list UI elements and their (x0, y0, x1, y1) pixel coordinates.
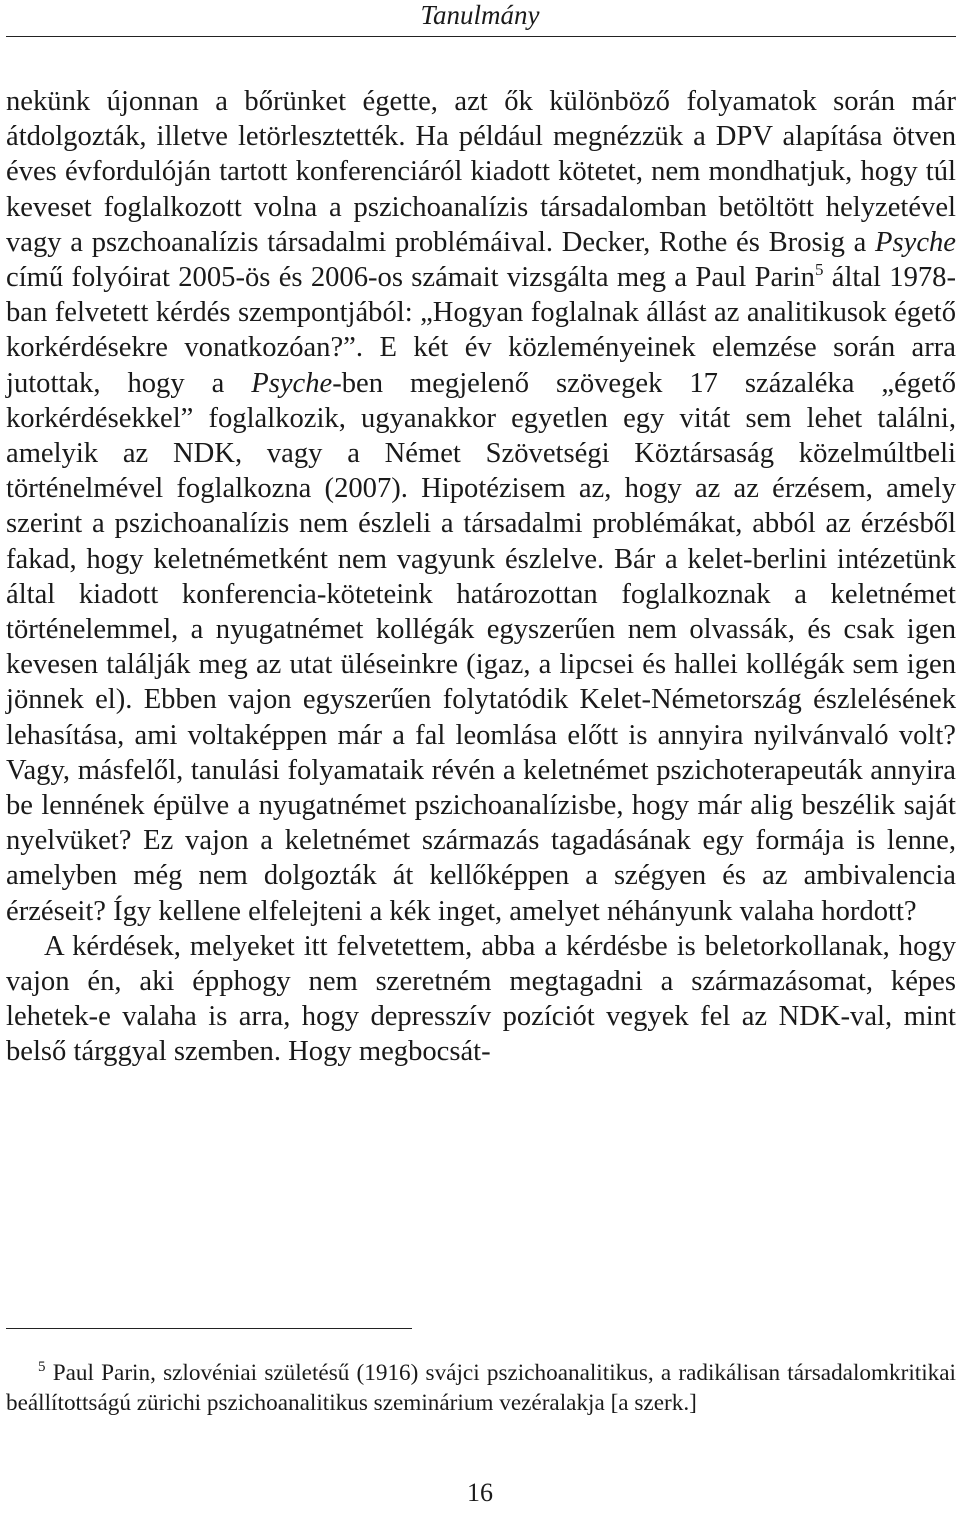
journal-title-psyche-2: Psyche (251, 367, 333, 399)
paragraph-1-text-a: nekünk újonnan a bőrünket égette, azt ők különböző folyamatok során már átdolgozták, illetve letörlesztették. Ha például megnézzük a DPV alapítása ötven éves évfordulóján tartott konferenciáról kiadott kötetet, nem mondhatjuk, hogy túl keveset foglalkozott volna a pszichoanalízis társadalomban betöltött helyzetével vagy a pszchoanalízis társadalmi problémáival. Decker, Rothe és Brosig a (6, 86, 956, 258)
footnote-number: 5 (38, 1359, 46, 1375)
header-rule (6, 36, 956, 37)
main-text (6, 84, 956, 1070)
paragraph-1-text-d: -ben megjelenő szövegek 17 százaléka „égető korkérdésekkel” foglalkozik, ugyanakkor egyetlen egy vitát sem lehet találni, amelyik az NDK, vagy a Német Szövetségi Köztársaság közelmúltbeli történelmével foglalkozna (2007). Hipotézisem az, hogy az az érzésem, amely szerint a pszichoanalízis nem észleli a társadalmi problémákat, abból az érzésből fakad, hogy keletnémetként nem vagyunk észlelve. Bár a kelet-berlini intézetünk által kiadott konferencia-köteteink határozottan foglalkoznak a keletnémet történelemmel, a nyugatnémet kollégák egyszerűen nem olvassák, és csak igen kevesen találják meg az utat üléseinkre (igaz, a lipcsei és hallei kollégák sem igen jönnek el). Ebben vajon egyszerűen folytatódik Kelet-Németország észlelésének lehasítása, ami voltaképpen már a fal leomlása előtt is annyira nyilvánvaló volt? Vagy, másfelől, tanulási folyamataik révén a keletnémet pszichoterapeuták annyira be lennének épülve a nyugatnémet pszichoanalízisbe, hogy már alig beszélik saját nyelvüket? Ez vajon a keletnémet származás tagadásának egy formája is lenne, amelyben még nem dolgozták át kellőképpen a szégyen és az ambivalencia érzéseit? Így kellene elfelejteni a kék inget, amelyet néhányunk valaha hordott? (6, 367, 956, 927)
footnote-rule (6, 1328, 412, 1329)
paragraph-2: A kérdések, melyeket itt felvetettem, abba a kérdésbe is beletorkollanak, hogy vajon én, aki épphogy nem szeretném megtagadni a származásomat, képes lehetek-e valaha is arra, hogy depresszív pozíciót vegyek fel az NDK-val, mint belső tárggyal szemben. Hogy megbocsát- (6, 930, 956, 1068)
footnote-text: Paul Parin, szlovéniai születésű (1916) svájci pszichoanalitikus, a radikálisan társadalomkritikai beállítottságú zürichi pszichoanalitikus szeminárium vezéralakja [a szerk.] (6, 1360, 956, 1416)
paragraph-1-text-c: által 1978-ban felvetett kérdés szempontjából: „Hogyan foglalnak állást az analitikusok égető korkérdésekre vonatkozóan?”. E két év közleményeinek elemzése során arra jutottak, hogy a (6, 262, 956, 399)
page-number: 16 (467, 1478, 493, 1507)
paragraph-1 (6, 84, 956, 929)
journal-title-psyche: Psyche (875, 226, 956, 258)
footnote-reference: 5 (814, 260, 824, 280)
running-title: Tanulmány (420, 0, 540, 30)
paragraph-1-text-b: című folyóirat 2005-ös és 2006-os számait vizsgálta meg a Paul Parin (6, 262, 815, 294)
footnote (6, 1358, 956, 1418)
